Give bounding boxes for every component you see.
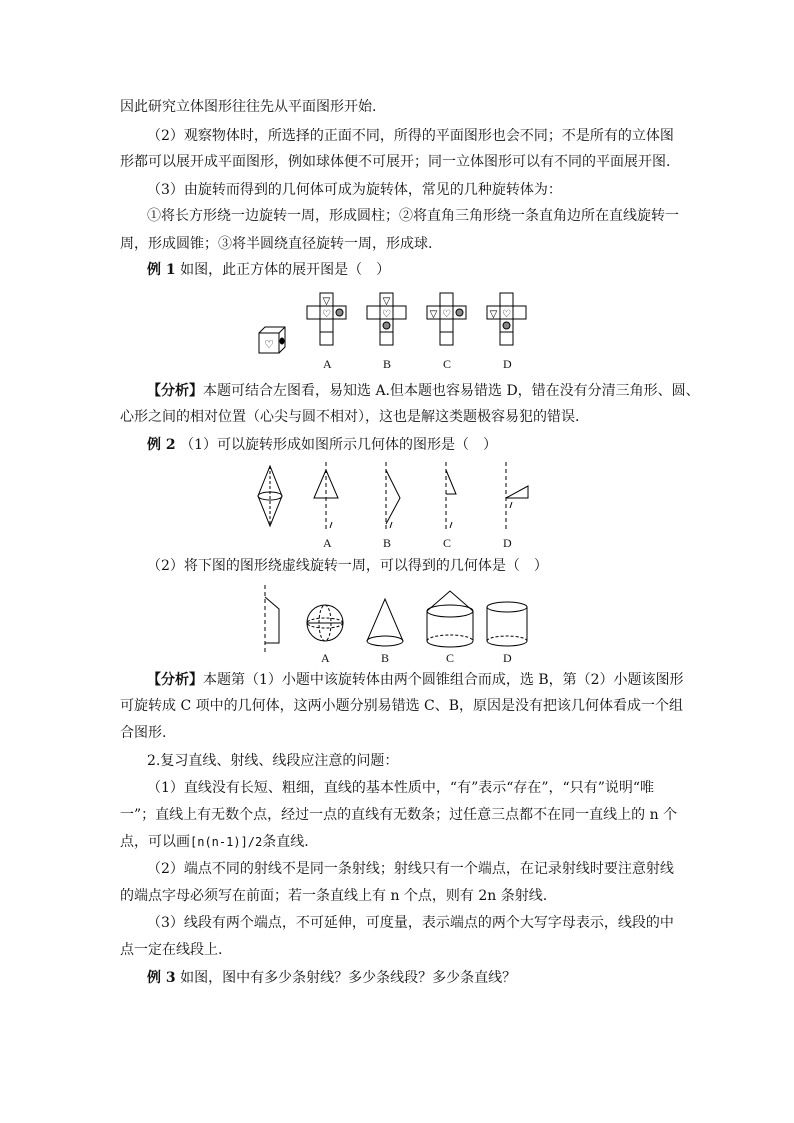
analysis-text: 本题可结合左图看，易知选 A.但本题也容易错选 D，错在没有分清三角形、圆、 xyxy=(203,383,700,399)
option-label-b: B xyxy=(383,357,392,371)
section-heading: 2.复习直线、射线、线段应注意的问题： xyxy=(147,753,399,769)
analysis-tag: 【分析】 xyxy=(147,672,203,688)
rotation-option-b xyxy=(386,462,400,532)
example-3-question xyxy=(147,968,654,988)
net-option-a xyxy=(307,293,346,345)
text-line: 因此研究立体图形往往先从平面图形开始. xyxy=(120,99,377,115)
text-line: 周，形成圆锥；③将半圆绕直径旋转一周，形成球. xyxy=(120,236,433,252)
text-line: （2）端点不同的射线不是同一条射线；射线只有一个端点，在记录射线时要注意射线 xyxy=(147,861,674,877)
rotation-shape xyxy=(265,585,279,653)
analysis-tag: 【分析】 xyxy=(147,383,203,399)
text-line: 点一定在线段上. xyxy=(120,942,223,958)
formula: [n(n-1)]/2 xyxy=(190,835,263,849)
rotation-option-c xyxy=(446,462,456,532)
option-label-a: A xyxy=(323,357,332,371)
option-label-a: A xyxy=(321,651,330,665)
net-option-d xyxy=(487,293,526,345)
text-span: 条直线. xyxy=(262,834,309,850)
svg-text:♡: ♡ xyxy=(322,309,331,320)
option-label-d: D xyxy=(503,536,512,550)
option-label-d: D xyxy=(503,357,512,371)
text-span: 点，可以画 xyxy=(120,834,190,850)
option-label-d: D xyxy=(503,651,512,665)
text-line: 心形之间的相对位置（心尖与圆不相对），这也是解这类题极容易犯的错误. xyxy=(120,409,580,425)
example-3-text: 如图，图中有多少条射线？多少条线段？多少条直线？ xyxy=(175,970,517,986)
analysis-1 xyxy=(147,381,700,401)
svg-text:♡: ♡ xyxy=(502,309,511,320)
example-2-1-figure xyxy=(250,460,530,540)
svg-text:▽: ▽ xyxy=(429,309,438,320)
svg-text:♡: ♡ xyxy=(264,339,274,351)
option-label-c: C xyxy=(446,651,455,665)
example-1-label: 例 1 xyxy=(147,262,176,278)
example-1-text: 如图，此正方体的展开图是（ ） xyxy=(175,262,391,278)
text-line: 一”；直线上有无数个点，经过一点的直线有无数条；过任意三点都不在同一直线上的 n 个 xyxy=(120,807,678,823)
text-line: （2）将下图的图形绕虚线旋转一周，可以得到的几何体是（ ） xyxy=(147,558,548,574)
text-line: （2）观察物体时，所选择的正面不同，所得的平面图形也会不同；不是所有的立体图 xyxy=(147,128,674,144)
option-label-c: C xyxy=(443,357,452,371)
double-cone-solid xyxy=(258,466,282,526)
text-line: 形都可以展开成平面图形，例如球体便不可展开；同一立体图形可以有不同的平面展开图. xyxy=(120,154,671,170)
option-label-b: B xyxy=(381,651,390,665)
option-label-c: C xyxy=(443,536,452,550)
cone-cylinder-option-c xyxy=(427,591,473,647)
rotation-option-a xyxy=(314,462,338,532)
cube-drawing xyxy=(259,327,285,353)
cylinder-option-d xyxy=(487,602,527,646)
text-line: ①将长方形绕一边旋转一周，形成圆柱；②将直角三角形绕一条直角边所在直线旋转一 xyxy=(147,208,679,224)
example-2-text: （1）可以旋转形成如图所示几何体的图形是（ ） xyxy=(175,437,497,453)
net-option-c xyxy=(427,293,466,345)
cone-option-b xyxy=(367,599,403,646)
option-label-b: B xyxy=(383,536,392,550)
text-line: （1）直线没有长短、粗细，直线的基本性质中，“有”表示“存在”，“只有”说明“唯 xyxy=(147,780,655,796)
example-2-2-figure xyxy=(255,583,545,653)
text-line: （3）线段有两个端点，不可延伸，可度量，表示端点的两个大写字母表示，线段的中 xyxy=(147,915,674,931)
svg-text:▽: ▽ xyxy=(382,296,391,307)
svg-text:▽: ▽ xyxy=(322,296,331,307)
analysis-2 xyxy=(147,670,684,690)
sphere-option-a xyxy=(307,605,343,641)
svg-text:▽: ▽ xyxy=(489,309,498,320)
text-line: 可旋转成 C 项中的几何体，这两小题分别易错选 C、B，原因是没有把该几何体看成一个组 xyxy=(120,698,684,714)
svg-text:♡: ♡ xyxy=(442,309,451,320)
option-label-a: A xyxy=(323,536,332,550)
net-option-b xyxy=(367,293,406,345)
svg-text:♡: ♡ xyxy=(382,309,391,320)
rotation-option-d xyxy=(506,462,528,532)
text-line: 的端点字母必须写在前面；若一条直线上有 n 个点，则有 2n 条射线. xyxy=(120,888,548,904)
formula-line xyxy=(120,832,654,852)
example-2-question xyxy=(147,435,654,455)
text-line: （3）由旋转而得到的几何体可成为旋转体，常见的几种旋转体为： xyxy=(147,182,562,198)
analysis-text: 本题第（1）小题中该旋转体由两个圆锥组合而成，选 B，第（2）小题该图形 xyxy=(203,672,684,688)
example-1-question xyxy=(147,260,654,280)
example-2-label: 例 2 xyxy=(147,437,176,453)
text-line: 合图形. xyxy=(120,725,167,741)
example-3-label: 例 3 xyxy=(147,970,176,986)
